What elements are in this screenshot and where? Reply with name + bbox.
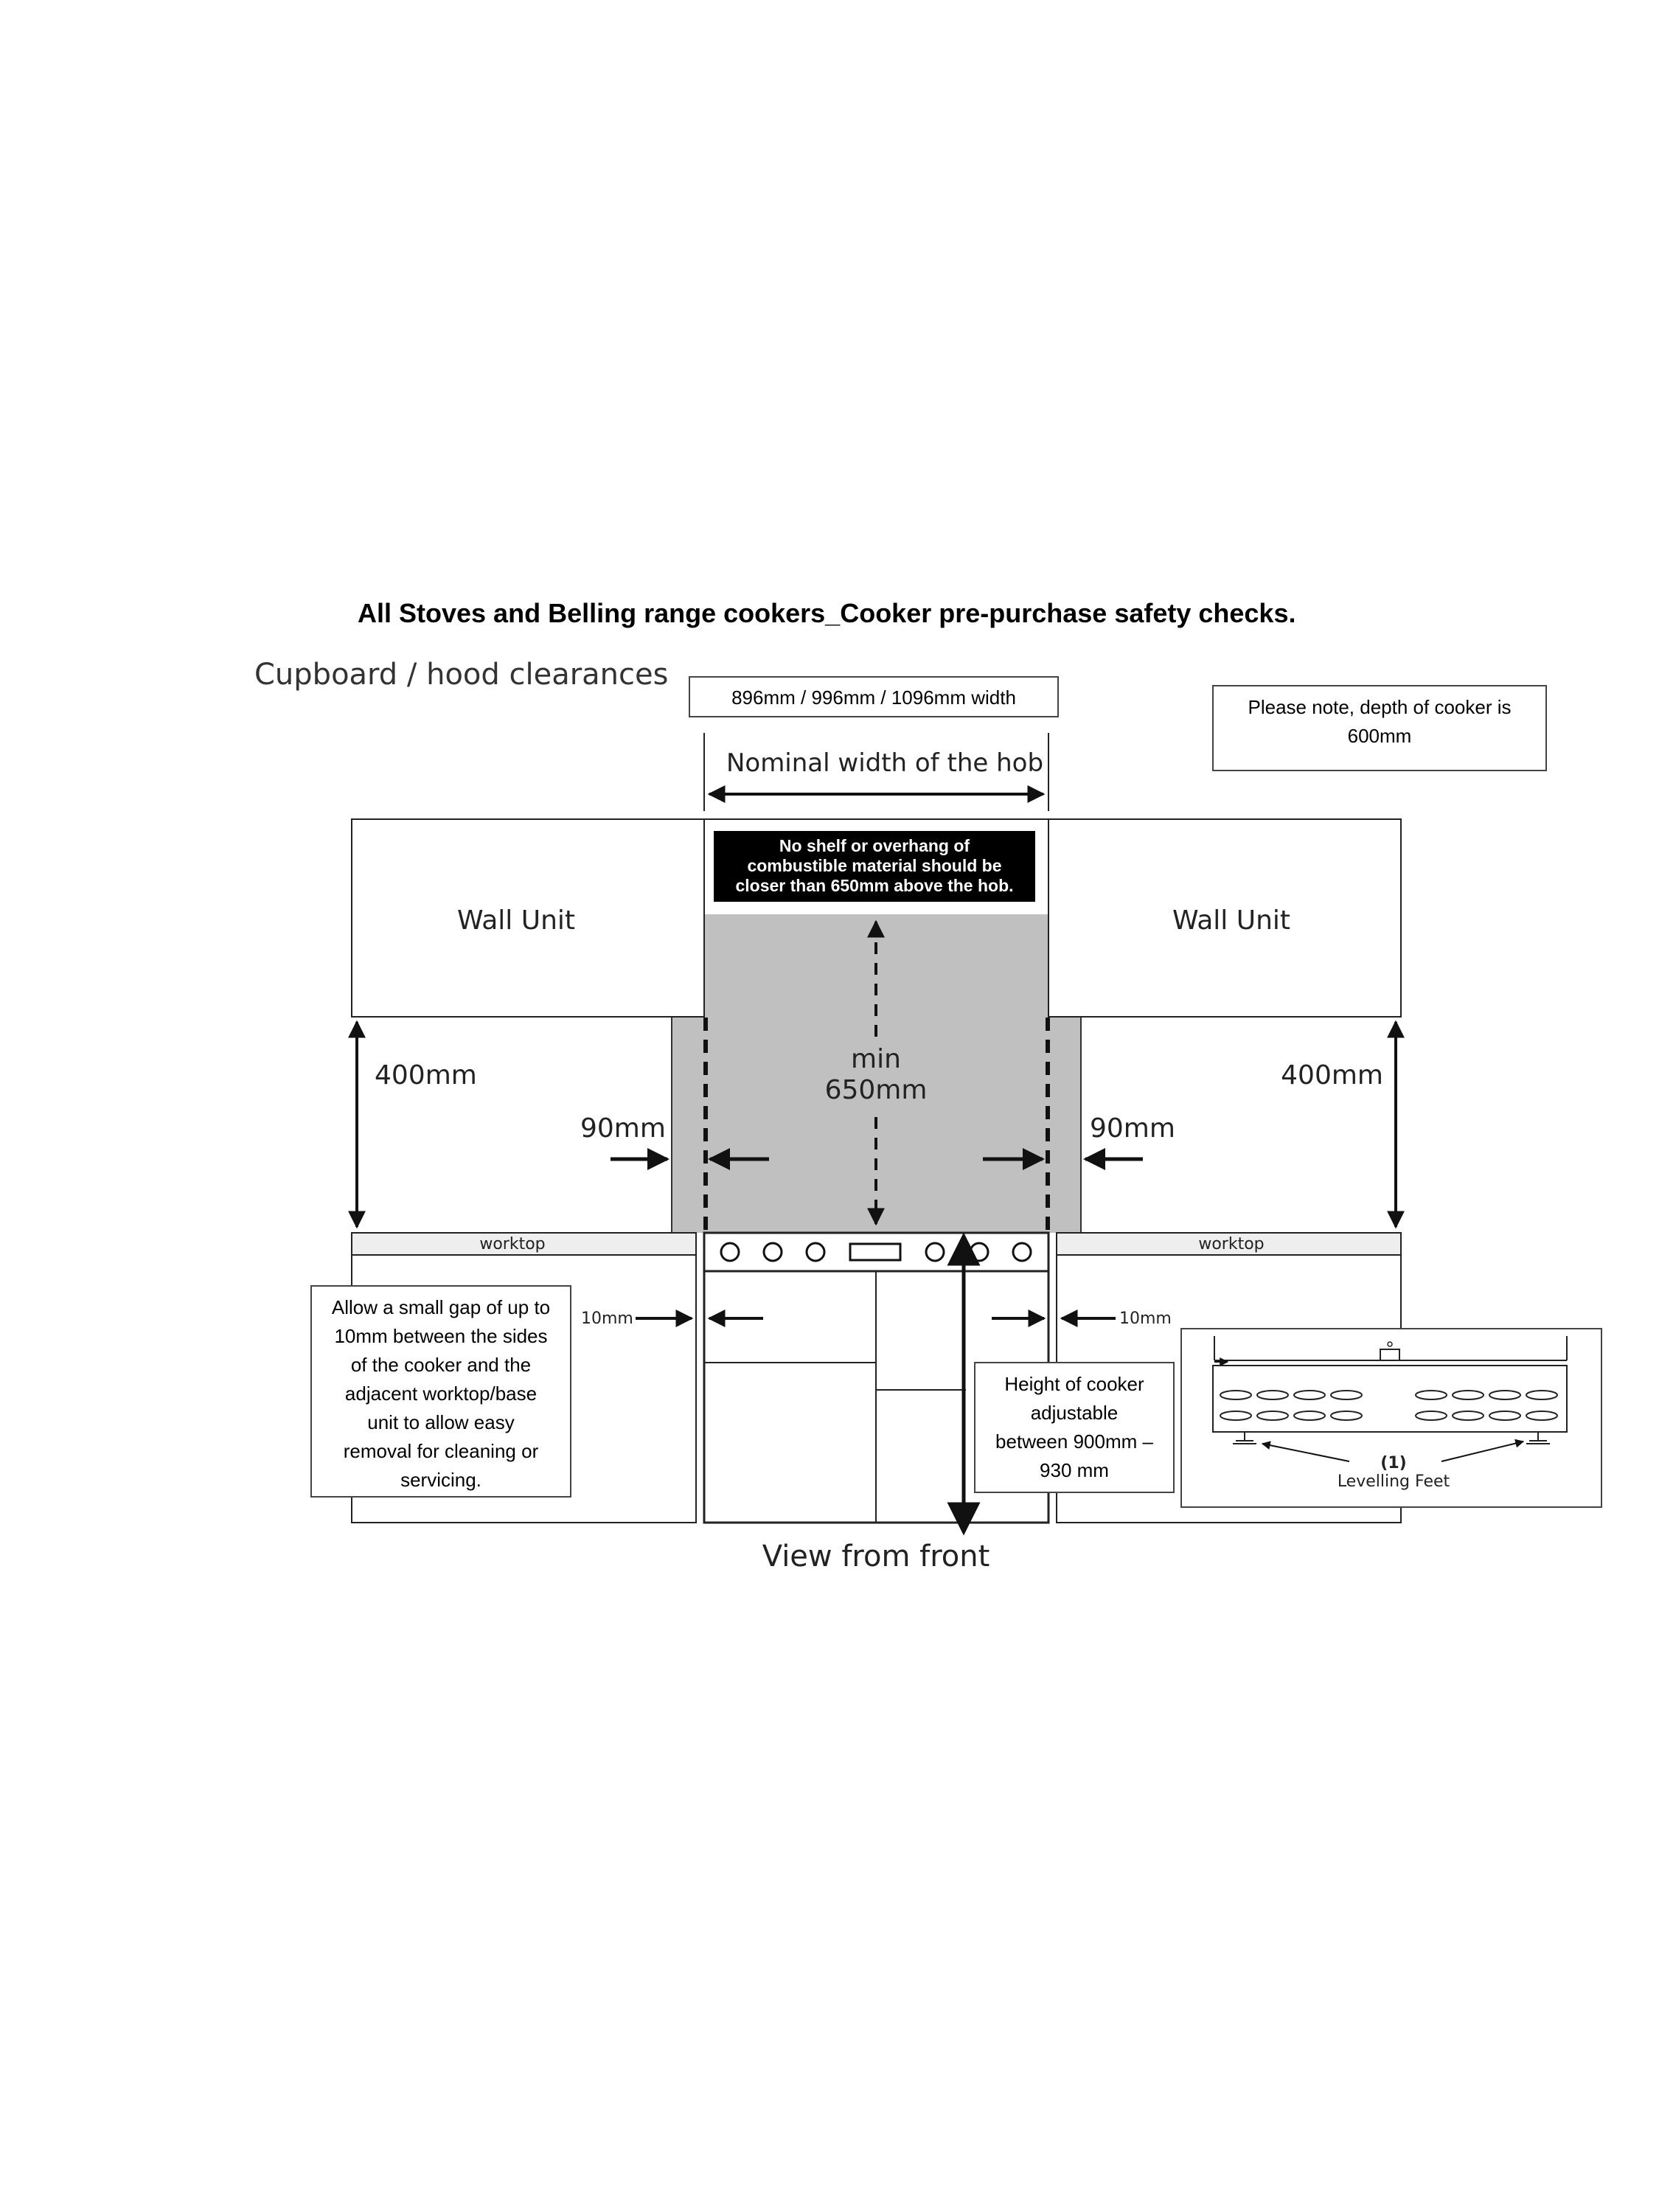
gap-400-right-dimension [1281, 1022, 1396, 1227]
worktop-right-label: worktop [1198, 1235, 1265, 1253]
gap-note-line-4: adjacent worktop/base [344, 1382, 538, 1405]
wall-unit-left [352, 819, 704, 1017]
depth-note-line-2: 600mm [1347, 725, 1412, 747]
levelling-feet-label: Levelling Feet [1337, 1472, 1450, 1491]
width-options-text: 896mm / 996mm / 1096mm width [731, 686, 1016, 709]
gap-note-line-3: of the cooker and the [350, 1354, 532, 1376]
gap-400-right-label: 400mm [1281, 1060, 1383, 1091]
control-knob [807, 1243, 824, 1261]
section-title: Cupboard / hood clearances [254, 658, 669, 692]
gap-note-box [311, 1286, 571, 1497]
min-650-label: 650mm [824, 1075, 928, 1105]
worktop-left-label: worktop [479, 1235, 546, 1253]
warning-line-2: combustible material should be [747, 856, 1002, 875]
control-knob [970, 1243, 988, 1261]
gap-10-right-label: 10mm [1119, 1310, 1172, 1328]
gap-note-line-7: servicing. [400, 1469, 481, 1491]
side-90-right-label: 90mm [1090, 1113, 1175, 1144]
depth-note-box [1213, 686, 1546, 771]
control-knob [721, 1243, 739, 1261]
width-options-box [689, 677, 1058, 717]
wall-unit-right-label: Wall Unit [1172, 905, 1291, 936]
nominal-width-label: Nominal width of the hob [726, 748, 1044, 778]
clock-display [850, 1244, 900, 1260]
depth-note-line-1: Please note, depth of cooker is [1248, 696, 1512, 718]
levelling-feet-number: (1) [1380, 1454, 1407, 1472]
min-label: min [851, 1044, 901, 1074]
combustible-warning [714, 831, 1035, 902]
view-label: View from front [762, 1540, 990, 1573]
control-knob [1013, 1243, 1031, 1261]
height-note-line-2: adjustable [1030, 1402, 1119, 1424]
nominal-width-dimension [704, 733, 1048, 811]
wall-unit-left-label: Wall Unit [456, 905, 576, 936]
warning-line-1: No shelf or overhang of [779, 836, 970, 855]
control-knob [926, 1243, 944, 1261]
gap-note-line-1: Allow a small gap of up to [331, 1296, 551, 1318]
gap-note-line-6: removal for cleaning or [343, 1440, 539, 1462]
height-note-line-3: between 900mm – [995, 1430, 1153, 1453]
warning-line-3: closer than 650mm above the hob. [735, 876, 1014, 895]
page-title: All Stoves and Belling range cookers_Cooker pre-purchase safety checks. [358, 598, 1296, 628]
wall-unit-right [1048, 819, 1401, 1017]
levelling-feet-inset [1181, 1329, 1601, 1507]
height-note-box [975, 1363, 1174, 1492]
side-90-left-label: 90mm [580, 1113, 666, 1144]
gap-note-line-2: 10mm between the sides [334, 1325, 548, 1347]
height-note-line-4: 930 mm [1040, 1459, 1109, 1481]
gap-400-left-label: 400mm [375, 1060, 477, 1091]
gap-400-left-dimension [357, 1022, 477, 1227]
height-note-line-1: Height of cooker [1004, 1373, 1144, 1395]
gap-10-left-label: 10mm [581, 1310, 633, 1328]
gap-note-line-5: unit to allow easy [367, 1411, 515, 1433]
control-knob [764, 1243, 782, 1261]
